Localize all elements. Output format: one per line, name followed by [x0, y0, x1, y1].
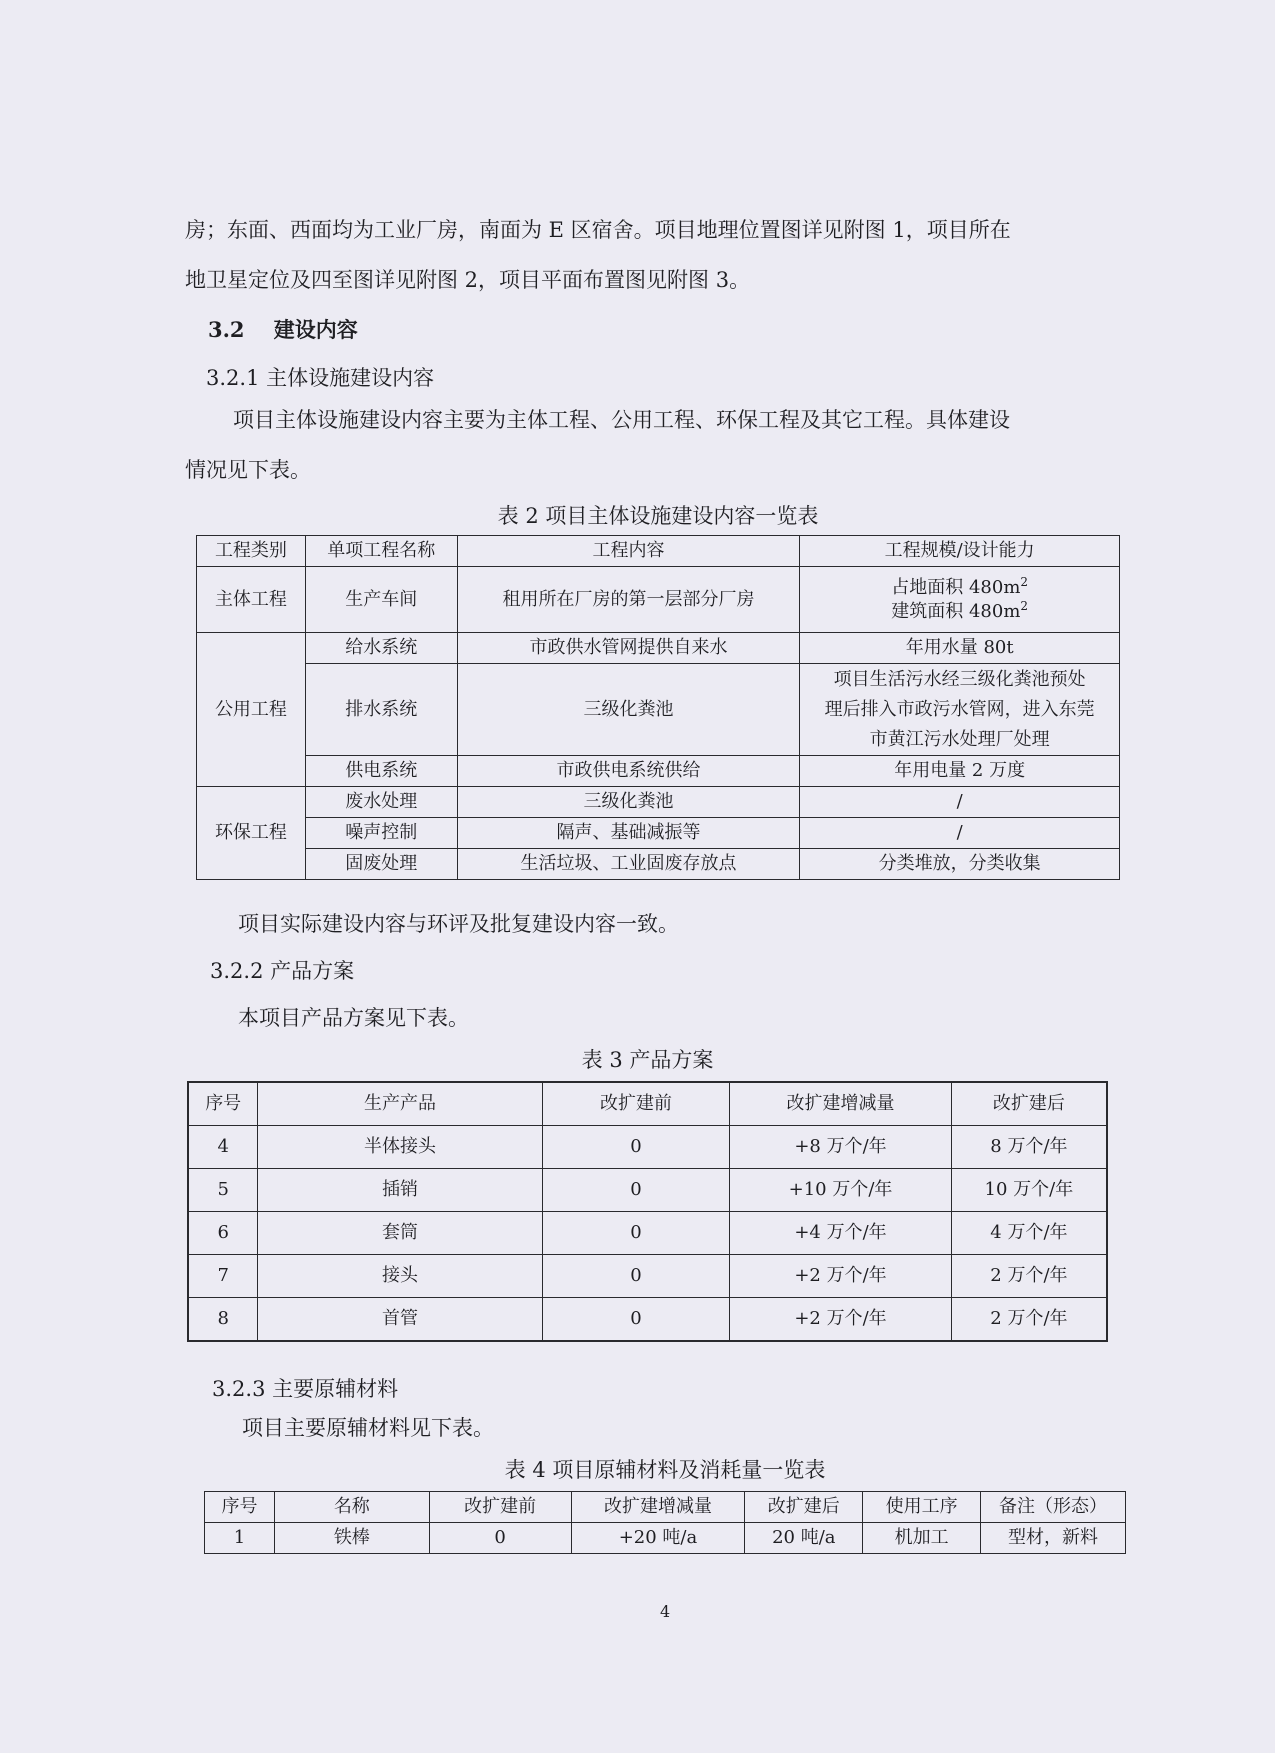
name-cell: 噪声控制: [305, 818, 457, 849]
category-cell: 公用工程: [197, 633, 306, 787]
scale-line: 占地面积 480m: [891, 576, 1021, 598]
table-4: [204, 1491, 1126, 1554]
table-row: [188, 1212, 1107, 1255]
section-3-2-1-para-line-1: 项目主体设施建设内容主要为主体工程、公用工程、环保工程及其它工程。具体建设: [233, 408, 1010, 432]
category-cell: 主体工程: [197, 567, 306, 633]
table-row: [188, 1169, 1107, 1212]
header-cell: 工程规模/设计能力: [800, 536, 1120, 567]
name-cell: 给水系统: [305, 633, 457, 664]
scale-cell: 年用电量 2 万度: [800, 756, 1120, 787]
scale-cell: 分类堆放，分类收集: [800, 849, 1120, 880]
header-cell: 工程类别: [197, 536, 306, 567]
table-cell: 20 吨/a: [745, 1523, 863, 1554]
table-cell: 8 万个/年: [951, 1126, 1107, 1169]
section-number: 3.2: [208, 317, 245, 342]
category-cell: 环保工程: [197, 787, 306, 880]
section-3-2-3-heading: 3.2.3 主要原辅材料: [212, 1377, 399, 1401]
scale-cell: /: [800, 787, 1120, 818]
scale-line: 建筑面积 480m: [891, 600, 1021, 622]
name-cell: 固废处理: [305, 849, 457, 880]
header-cell: 改扩建增减量: [730, 1082, 952, 1126]
table-row: [188, 1298, 1107, 1342]
table-cell: 0: [542, 1298, 730, 1342]
table-cell: 4 万个/年: [951, 1212, 1107, 1255]
scale-line: 理后排入市政污水管网，进入东莞: [824, 698, 1095, 720]
header-cell: 备注（形态）: [981, 1492, 1126, 1523]
table-cell: 4: [188, 1126, 258, 1169]
table-row: [197, 787, 1120, 818]
scale-line: 市黄江污水处理厂处理: [869, 728, 1050, 750]
scale-cell: [800, 567, 1120, 633]
table-cell: 8: [188, 1298, 258, 1342]
table-cell: +4 万个/年: [730, 1212, 952, 1255]
table-cell: 6: [188, 1212, 258, 1255]
name-cell: 供电系统: [305, 756, 457, 787]
intro-line-2: 地卫星定位及四至图详见附图 2，项目平面布置图见附图 3。: [185, 268, 751, 292]
content-cell: 市政供水管网提供自来水: [457, 633, 800, 664]
table-cell: 10 万个/年: [951, 1169, 1107, 1212]
header-cell: 改扩建后: [951, 1082, 1107, 1126]
table-cell: +8 万个/年: [730, 1126, 952, 1169]
table-row: [205, 1523, 1126, 1554]
table-3-caption: 表 3 产品方案: [581, 1048, 714, 1072]
content-cell: 三级化粪池: [457, 664, 800, 756]
table-cell: 0: [429, 1523, 571, 1554]
table-cell: +20 吨/a: [571, 1523, 745, 1554]
header-cell: 名称: [274, 1492, 429, 1523]
table-2: [196, 535, 1120, 880]
section-3-2-2-para: 本项目产品方案见下表。: [238, 1006, 469, 1030]
name-cell: 废水处理: [305, 787, 457, 818]
table-row: [197, 849, 1120, 880]
header-cell: 改扩建前: [429, 1492, 571, 1523]
content-cell: 市政供电系统供给: [457, 756, 800, 787]
table-cell: 2 万个/年: [951, 1255, 1107, 1298]
table-4-caption: 表 4 项目原辅材料及消耗量一览表: [504, 1458, 826, 1482]
table-cell: 0: [542, 1169, 730, 1212]
table-2-caption: 表 2 项目主体设施建设内容一览表: [497, 504, 819, 528]
header-cell: 使用工序: [863, 1492, 981, 1523]
section-title: 建设内容: [273, 317, 358, 342]
table-cell: 5: [188, 1169, 258, 1212]
table-cell: 0: [542, 1126, 730, 1169]
header-cell: 单项工程名称: [305, 536, 457, 567]
table-row: [188, 1082, 1107, 1126]
table-row: [188, 1255, 1107, 1298]
section-3-2-1-para-line-2: 情况见下表。: [185, 458, 311, 482]
content-cell: 隔声、基础减振等: [457, 818, 800, 849]
table-cell: 1: [205, 1523, 275, 1554]
table-row: [197, 664, 1120, 756]
table-cell: 0: [542, 1255, 730, 1298]
name-cell: 生产车间: [305, 567, 457, 633]
table-cell: +10 万个/年: [730, 1169, 952, 1212]
table-row: [197, 756, 1120, 787]
table-row: [188, 1126, 1107, 1169]
table-cell: +2 万个/年: [730, 1255, 952, 1298]
table-cell: 型材，新料: [981, 1523, 1126, 1554]
header-cell: 生产产品: [258, 1082, 542, 1126]
header-cell: 改扩建后: [745, 1492, 863, 1523]
content-cell: 租用所在厂房的第一层部分厂房: [457, 567, 800, 633]
unit-superscript: 2: [1020, 574, 1029, 589]
table-cell: +2 万个/年: [730, 1298, 952, 1342]
table-row: [197, 818, 1120, 849]
header-cell: 序号: [188, 1082, 258, 1126]
table-cell: 铁棒: [274, 1523, 429, 1554]
table-cell: 首管: [258, 1298, 542, 1342]
table-row: [205, 1492, 1126, 1523]
header-cell: 改扩建增减量: [571, 1492, 745, 1523]
table-cell: 机加工: [863, 1523, 981, 1554]
section-3-2-2-heading: 3.2.2 产品方案: [210, 959, 355, 983]
scale-line: 项目生活污水经三级化粪池预处: [833, 668, 1086, 690]
table-cell: 7: [188, 1255, 258, 1298]
content-cell: 三级化粪池: [457, 787, 800, 818]
table-row: [197, 633, 1120, 664]
section-3-2-heading: [208, 316, 358, 344]
table-row: [197, 567, 1120, 633]
header-cell: 序号: [205, 1492, 275, 1523]
intro-line-1: 房；东面、西面均为工业厂房，南面为 E 区宿舍。项目地理位置图详见附图 1，项目所在: [185, 218, 1011, 242]
table-cell: 插销: [258, 1169, 542, 1212]
scale-cell: [800, 664, 1120, 756]
page-number: 4: [660, 1602, 671, 1621]
unit-superscript: 2: [1020, 598, 1029, 613]
table-cell: 半体接头: [258, 1126, 542, 1169]
table-cell: 2 万个/年: [951, 1298, 1107, 1342]
section-3-2-3-para: 项目主要原辅材料见下表。: [242, 1416, 494, 1440]
table-cell: 套筒: [258, 1212, 542, 1255]
header-cell: 工程内容: [457, 536, 800, 567]
table-cell: 接头: [258, 1255, 542, 1298]
table-3: [187, 1081, 1108, 1342]
name-cell: 排水系统: [305, 664, 457, 756]
content-cell: 生活垃圾、工业固废存放点: [457, 849, 800, 880]
scale-cell: 年用水量 80t: [800, 633, 1120, 664]
header-cell: 改扩建前: [542, 1082, 730, 1126]
section-3-2-1-heading: 3.2.1 主体设施建设内容: [206, 366, 435, 390]
table-cell: 0: [542, 1212, 730, 1255]
table-row: [197, 536, 1120, 567]
scale-cell: /: [800, 818, 1120, 849]
after-table-2-text: 项目实际建设内容与环评及批复建设内容一致。: [238, 912, 679, 936]
